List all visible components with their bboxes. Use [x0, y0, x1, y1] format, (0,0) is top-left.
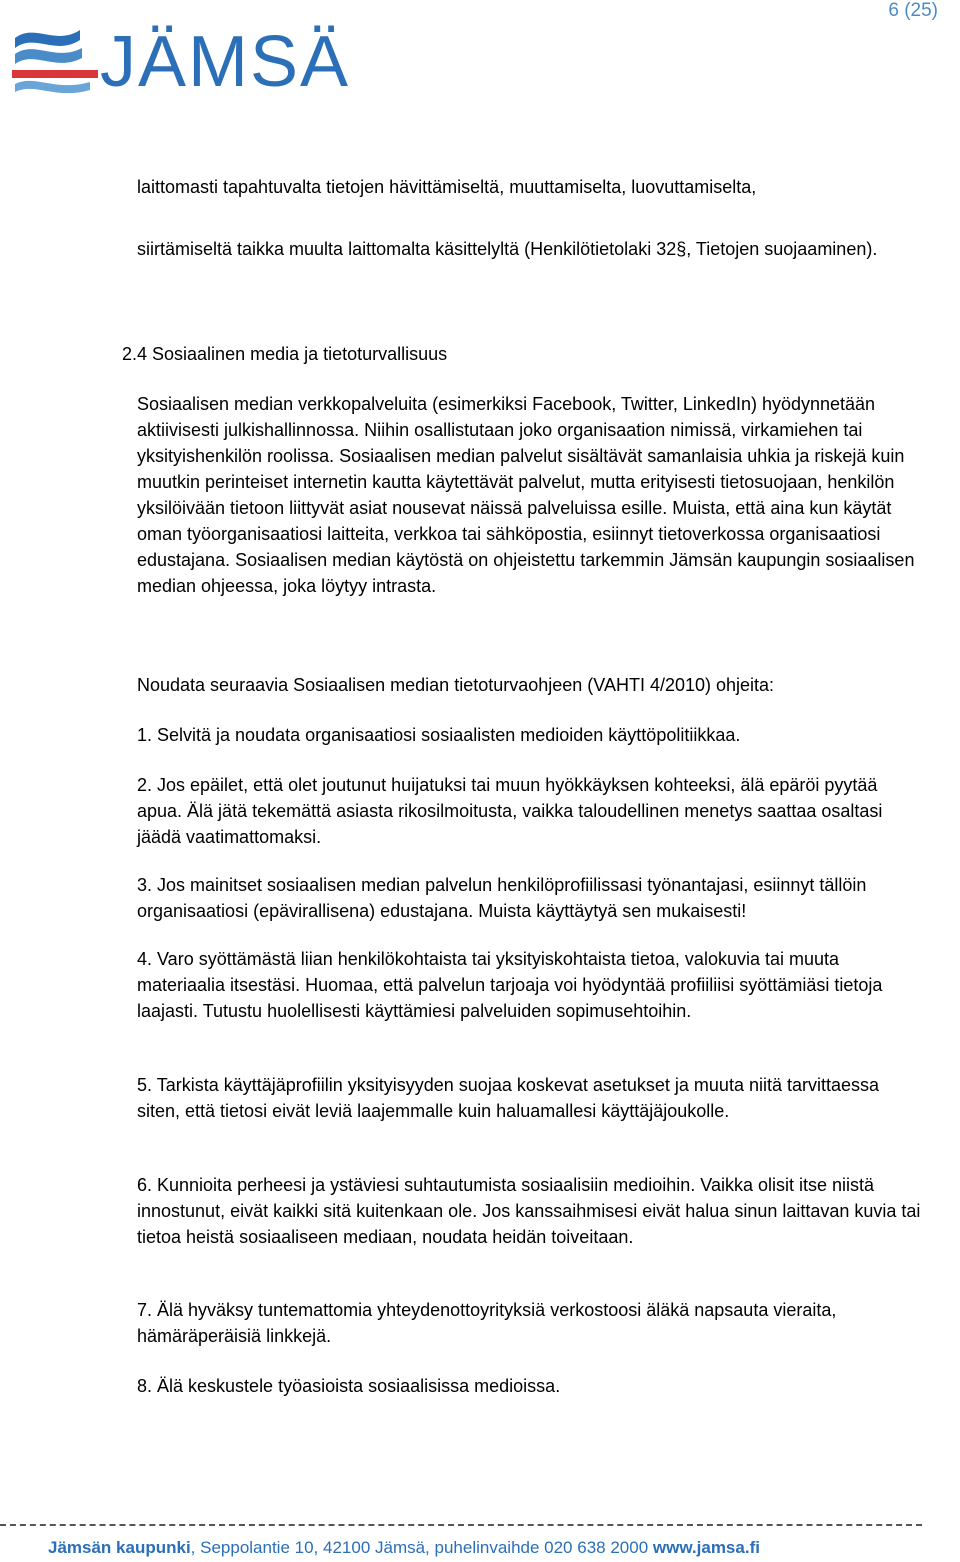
logo-waves-icon	[10, 18, 100, 98]
footer-website-link[interactable]: www.jamsa.fi	[652, 1538, 760, 1557]
paragraph: Sosiaalisen median verkkopalveluita (esimerkiksi Facebook, Twitter, LinkedIn) hyödynnetään aktiivisesti julkishallinnossa. Niihin osallistutaan joko organisaation nimissä, virkamiehen tai yksityishenkilön roolissa. Sosiaalisen median palvelut sisältävät samanlaisia uhkia ja riskejä kuin muutkin perinteiset internetin kautta käytettävät palvelut, mutta erityisesti tietosuojaan, henkilön yksilöivään tietoon liittyvät asiat nousevat näissä palveluissa esille. Muista, että aina kun käytät oman työorganisaatiosi laitteita, verkkoa tai sähköpostia, esiinnyt tietoverkossa organisaatiosi edustajana. Sosiaalisen median käytöstä on ohjeistettu tarkemmin Jämsän kaupungin sosiaalisen median ohjeessa, joka löytyy intrasta.	[137, 394, 915, 596]
footer-divider	[0, 1524, 922, 1526]
footer	[48, 1538, 760, 1558]
footer-organization: Jämsän kaupunki	[48, 1538, 191, 1557]
list-item: 2. Jos epäilet, että olet joutunut huijatuksi tai muun hyökkäyksen kohteeksi, älä epäröi pyytää apua. Älä jätä tekemättä asiasta rikosilmoitusta, vaikka taloudellinen menetys saattaa osaltasi jäädä vaatimattomaksi.	[137, 775, 883, 847]
list-item: 8. Älä keskustele työasioista sosiaalisissa medioissa.	[137, 1376, 561, 1396]
page-number: 6 (25)	[888, 0, 938, 21]
footer-address: , Seppolantie 10, 42100 Jämsä, puhelinvaihde 020 638 2000	[190, 1538, 653, 1557]
list-item: 4. Varo syöttämästä liian henkilökohtaista tai yksityiskohtaista tietoa, valokuvia tai muuta materiaalia itsestäsi. Huomaa, että palvelun tarjoaja voi hyödyntää profiiliisi syöttämiäsi tietoja laajasti. Tutustu huolellisesti käyttämiesi palveluiden sopimusehtoihin.	[137, 949, 883, 1021]
paragraph: Noudata seuraavia Sosiaalisen median tietoturvaohjeen (VAHTI 4/2010) ohjeita:	[137, 675, 775, 695]
jamsa-logo	[10, 18, 351, 106]
list-item: 5. Tarkista käyttäjäprofiilin yksityisyyden suojaa koskevat asetukset ja muuta niitä tarvittaessa siten, että tietosi eivät leviä laajemmalle kuin haluamallesi käyttäjäjoukolle.	[137, 1075, 880, 1121]
list-item: 7. Älä hyväksy tuntemattomia yhteydenottoyrityksiä verkostoosi äläkä napsauta vieraita, hämäräperäisiä linkkejä.	[137, 1300, 837, 1346]
list-item: 3. Jos mainitset sosiaalisen median palvelun henkilöprofiilissasi työnantajasi, esiinnyt tällöin organisaatiosi (epävirallisena) edustajana. Muista käyttäytyä sen mukaisesti!	[137, 875, 867, 921]
paragraph: siirtämiseltä taikka muulta laittomalta käsittelyltä (Henkilötietolaki 32§, Tietojen suojaaminen).	[137, 239, 878, 259]
list-item: 1. Selvitä ja noudata organisaatiosi sosiaalisten medioiden käyttöpolitiikkaa.	[137, 725, 741, 745]
section-heading: 2.4 Sosiaalinen media ja tietoturvallisuus	[122, 344, 448, 364]
list-item: 6. Kunnioita perheesi ja ystäviesi suhtautumista sosiaalisiin medioihin. Vaikka olisit itse niistä innostunut, eivät kaikki sitä kuitenkaan ole. Jos kanssaihmisesi eivät halua sinun laittavan kuvia tai tietoa heistä sosiaaliseen mediaan, noudata heidän toiveitaan.	[137, 1175, 921, 1247]
paragraph-line: laittomasti tapahtuvalta tietojen hävittämiseltä, muuttamiselta, luovuttamiselta,	[137, 177, 757, 197]
logo-wordmark: JÄMSÄ	[100, 22, 351, 102]
